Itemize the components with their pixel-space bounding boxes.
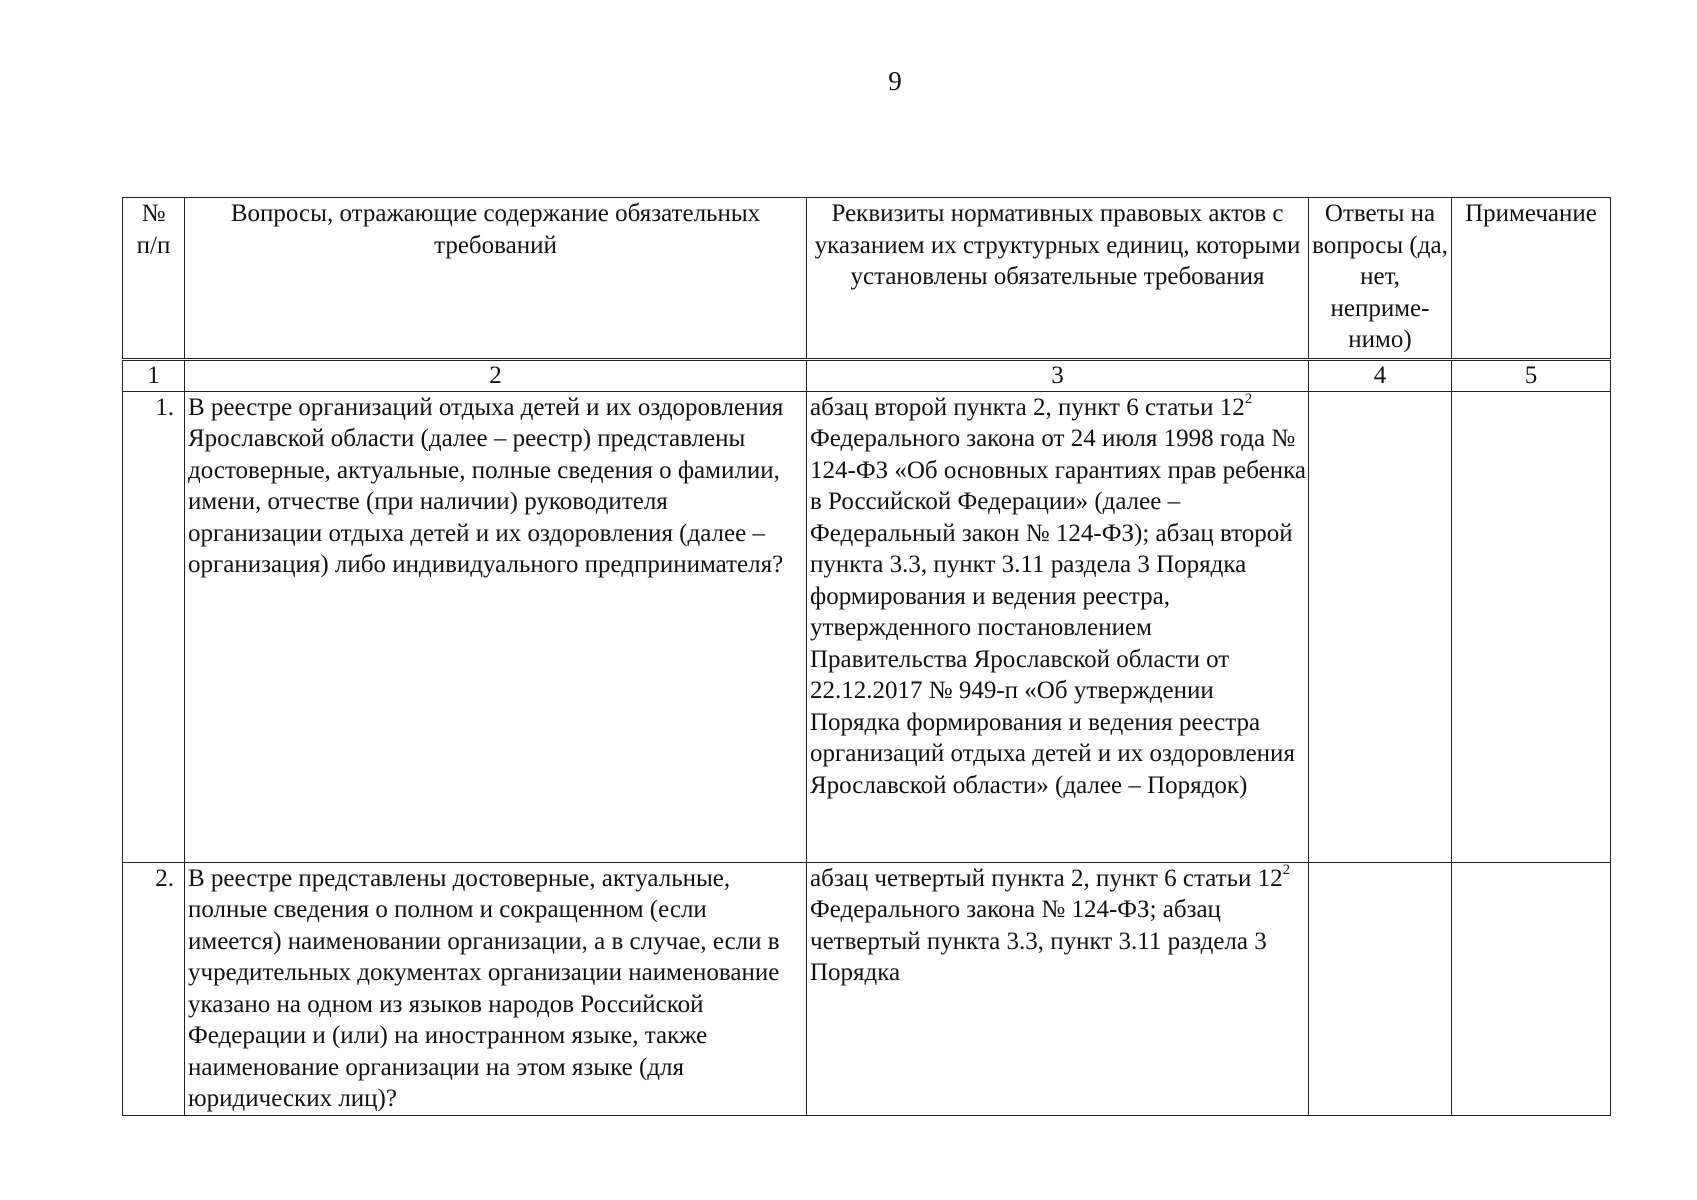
note-cell[interactable] (1452, 862, 1611, 1115)
column-numbering-row (123, 359, 1611, 391)
note-cell[interactable] (1452, 391, 1611, 862)
column-number: 1 (123, 359, 185, 391)
row-number: 2. (123, 862, 185, 1115)
answer-cell[interactable] (1309, 391, 1452, 862)
header-num: № п/п (123, 198, 185, 360)
header-answers: Ответы на вопросы (да, нет, неприме-нимо) (1309, 198, 1452, 360)
question-cell: В реестре организаций отдыха детей и их оздоровления Ярославской области (далее – реестр) представлены достоверные, актуальные, полные сведения о фамилии, имени, отчестве (при наличии) руководителя организации отдыха детей и их оздоровления (далее – организация) либо индивидуального предпринимателя? (185, 391, 807, 862)
column-number: 5 (1452, 359, 1611, 391)
superscript: 2 (1282, 862, 1291, 879)
header-note: Примечание (1452, 198, 1611, 360)
requirements-table (122, 197, 1611, 1116)
requisite-text: абзац второй пункта 2, пункт 6 статьи 12 (810, 393, 1245, 421)
superscript: 2 (1244, 391, 1253, 408)
row-number: 1. (123, 391, 185, 862)
header-requisites: Реквизиты нормативных правовых актов с указанием их структурных единиц, которыми установлены обязательные требования (807, 198, 1309, 360)
requisite-cell (807, 391, 1309, 862)
column-number: 4 (1309, 359, 1452, 391)
requisite-cell (807, 862, 1309, 1115)
page-number: 9 (888, 66, 902, 96)
column-number: 2 (185, 359, 807, 391)
question-cell: В реестре представлены достоверные, актуальные, полные сведения о полном и сокращенном (если имеется) наименовании организации, а в случае, если в учредительных документах организации наименование указано на одном из языков народов Российской Федерации и (или) на иностранном языке, также наименование организации на этом языке (для юридических лиц)? (185, 862, 807, 1115)
requisite-text: абзац четвертый пункта 2, пункт 6 статьи 12 (810, 864, 1283, 892)
requisite-text: Федерального закона от 24 июля 1998 года № 124-ФЗ «Об основных гарантиях прав ребенка в Российской Федерации» (далее – Федеральный закон № 124-ФЗ); абзац второй пункта 3.3, пункт 3.11 раздела 3 Порядка формирования и ведения реестра, утвержденного постановлением Правительства Ярославской области от 22.12.2017 № 949-п «Об утверждении Порядка формирования и ведения реестра организаций отдыха детей и их оздоровления Ярославской области» (далее – Порядок) (810, 425, 1306, 799)
column-number: 3 (807, 359, 1309, 391)
table-header-row (123, 198, 1611, 360)
header-questions: Вопросы, отражающие содержание обязательных требований (185, 198, 807, 360)
answer-cell[interactable] (1309, 862, 1452, 1115)
requisite-text: Федерального закона № 124-ФЗ; абзац четвертый пункта 3.3, пункт 3.11 раздела 3 Порядка (810, 896, 1267, 986)
table-row (123, 862, 1611, 1115)
table-row (123, 391, 1611, 862)
